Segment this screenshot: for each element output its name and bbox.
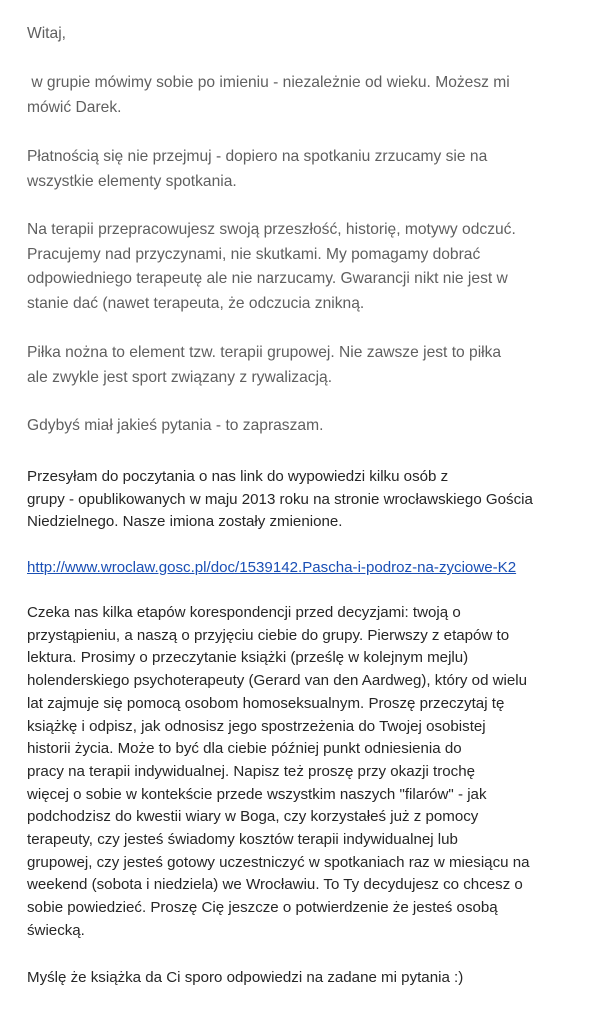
closing-line: Myślę że książka da Ci sporo odpowiedzi na zadane mi pytania :) (27, 969, 464, 986)
paragraph-first-names: w grupie mówimy sobie po imieniu - niezależnie od wieku. Możesz mi mówić Darek. (27, 74, 510, 116)
paragraph-stages: Czeka nas kilka etapów korespondencji przed decyzjami: twoją o przystąpieniu, a naszą o przyjęciu ciebie do grupy. Pierwszy z etapów to lektura. Prosimy o przeczytanie książki (prześlę w kolejnym mejlu) holenderskiego psychoterapeuty (Gerard van den Aardweg), który od wielu lat zajmuje się pomocą osobom homoseksualnym. Proszę przeczytaj tę książkę i odpisz, jak odnosisz jego spostrzeżenia do Twojej osobistej historii życia. Może to być dla ciebie później punkt odniesienia do pracy na terapii indywidualnej. Napisz też proszę przy okazji trochę więcej o sobie w kontekście przede wszystkim naszych "filarów" - jak podchodzisz do kwestii wiary w Boga, czy korzystałeś już z pomocy terapeuty, czy jesteś świadomy kosztów terapii indywidualnej lub grupowej, czy jesteś gotowy uczestniczyć w spotkaniach raz w miesiącu na weekend (sobota i niedziela) we Wrocławiu. To Ty decydujesz co chcesz o sobie powiedzieć. Proszę Cię jeszcze o potwierdzenie że jesteś osobą świecką. (27, 604, 530, 939)
paragraph-payment: Płatnością się nie przejmuj - dopiero na spotkaniu zrzucamy sie na wszystkie elementy spotkania. (27, 148, 488, 190)
paragraph-therapy: Na terapii przepracowujesz swoją przeszłość, historię, motywy odczuć. Pracujemy nad przyczynami, nie skutkami. My pomagamy dobrać odpowiedniego terapeutę ale nie narzucamy. Gwarancji nikt nie jest w stanie dać (nawet terapeuta, że odczucia znikną. (27, 221, 516, 312)
paragraph-football: Piłka nożna to element tzw. terapii grupowej. Nie zawsze jest to piłka ale zwykle jest sport związany z rywalizacją. (27, 344, 502, 386)
article-link[interactable]: http://www.wroclaw.gosc.pl/doc/1539142.Pascha-i-podroz-na-zyciowe-K2 (27, 559, 517, 576)
paragraph-article-intro: Przesyłam do poczytania o nas link do wypowiedzi kilku osób z grupy - opublikowanych w maju 2013 roku na stronie wrocławskiego Gościa Niedzielnego. Nasze imiona zostały zmienione. (27, 468, 533, 531)
greeting: Witaj, (27, 25, 66, 42)
paragraph-questions: Gdybyś miał jakieś pytania - to zapraszam. (27, 417, 324, 434)
